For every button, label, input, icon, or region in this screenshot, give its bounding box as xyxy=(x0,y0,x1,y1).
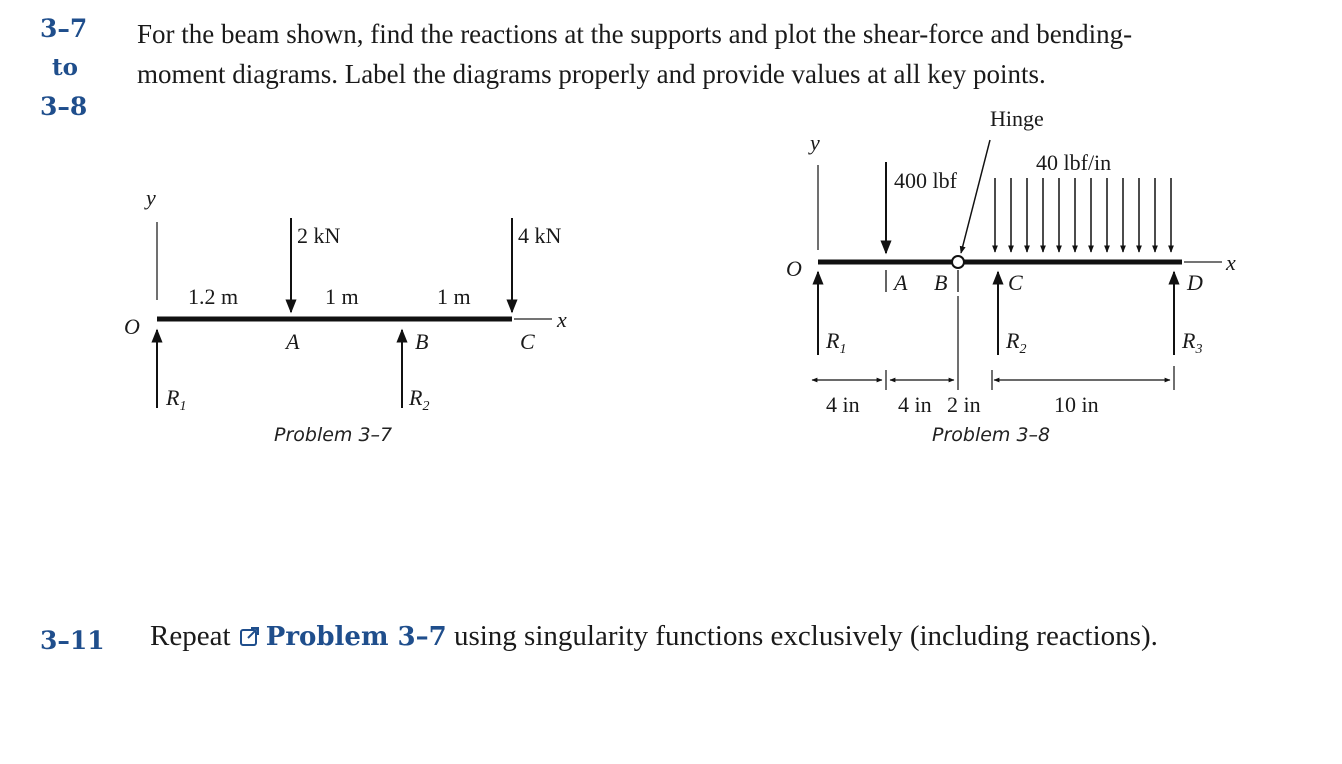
load-400lbf-label: 400 lbf xyxy=(894,168,957,193)
dimension-10in: 10 in xyxy=(1054,392,1099,417)
repeat-suffix: using singularity functions exclusively (including reactions). xyxy=(446,620,1158,652)
statement-line-2: moment diagrams. Label the diagrams properly and provide values at all key points. xyxy=(137,59,1046,89)
caption-problem-3-7: Problem 3–7 xyxy=(274,424,393,446)
external-link-icon[interactable] xyxy=(238,623,262,656)
y-axis-label: y xyxy=(146,185,156,210)
caption-problem-3-8: Problem 3–8 xyxy=(932,424,1051,446)
dimension-2in: 2 in xyxy=(947,392,981,417)
point-d-label: D xyxy=(1187,270,1203,295)
x-axis-label: x xyxy=(557,307,567,332)
y-axis-label: y xyxy=(810,130,820,155)
statement-line-1: For the beam shown, find the reactions at the supports and plot the shear-force and bending- xyxy=(137,19,1133,49)
origin-label: O xyxy=(786,256,802,281)
dimension-lines xyxy=(812,296,1174,390)
point-b-label: B xyxy=(934,270,948,295)
reaction-r1-label: $R_1$ xyxy=(166,385,187,414)
dimension-1-2m: 1.2 m xyxy=(188,284,239,309)
problem-number-3-11: 3–11 xyxy=(40,626,105,655)
hinge-pointer xyxy=(961,140,990,253)
figure-problem-3-8 xyxy=(786,106,1236,446)
point-c-label: C xyxy=(520,329,535,354)
problem-number-3-7: 3–7 xyxy=(40,14,88,43)
hinge-label: Hinge xyxy=(990,106,1044,131)
reaction-r2-label: $R_2$ xyxy=(1006,328,1027,357)
dimension-4in-first: 4 in xyxy=(826,392,860,417)
dimension-1m-second: 1 m xyxy=(437,284,471,309)
point-c-label: C xyxy=(1008,270,1023,295)
dimension-1m-first: 1 m xyxy=(325,284,359,309)
reaction-r1-label: $R_1$ xyxy=(826,328,847,357)
origin-label: O xyxy=(124,314,140,339)
point-a-label: A xyxy=(286,329,300,354)
figure-problem-3-7 xyxy=(124,185,567,446)
problem-3-7-link[interactable]: Problem 3–7 xyxy=(265,622,447,652)
distributed-load-label: 40 lbf/in xyxy=(1036,150,1112,175)
dimension-4in-second: 4 in xyxy=(898,392,932,417)
x-axis-label: x xyxy=(1226,250,1236,275)
load-4kn-label: 4 kN xyxy=(518,223,562,248)
repeat-problem-text xyxy=(150,620,1158,656)
problem-range-to: to xyxy=(52,54,78,81)
load-2kn-label: 2 kN xyxy=(297,223,341,248)
hinge-symbol xyxy=(952,256,964,268)
point-a-label: A xyxy=(894,270,908,295)
distributed-load-arrows xyxy=(995,178,1171,252)
point-b-label: B xyxy=(415,329,429,354)
reaction-r3-label: $R_3$ xyxy=(1182,328,1203,357)
reaction-r2-label: $R_2$ xyxy=(409,385,430,414)
repeat-prefix: Repeat xyxy=(150,620,231,652)
problem-number-3-8: 3–8 xyxy=(40,92,88,121)
